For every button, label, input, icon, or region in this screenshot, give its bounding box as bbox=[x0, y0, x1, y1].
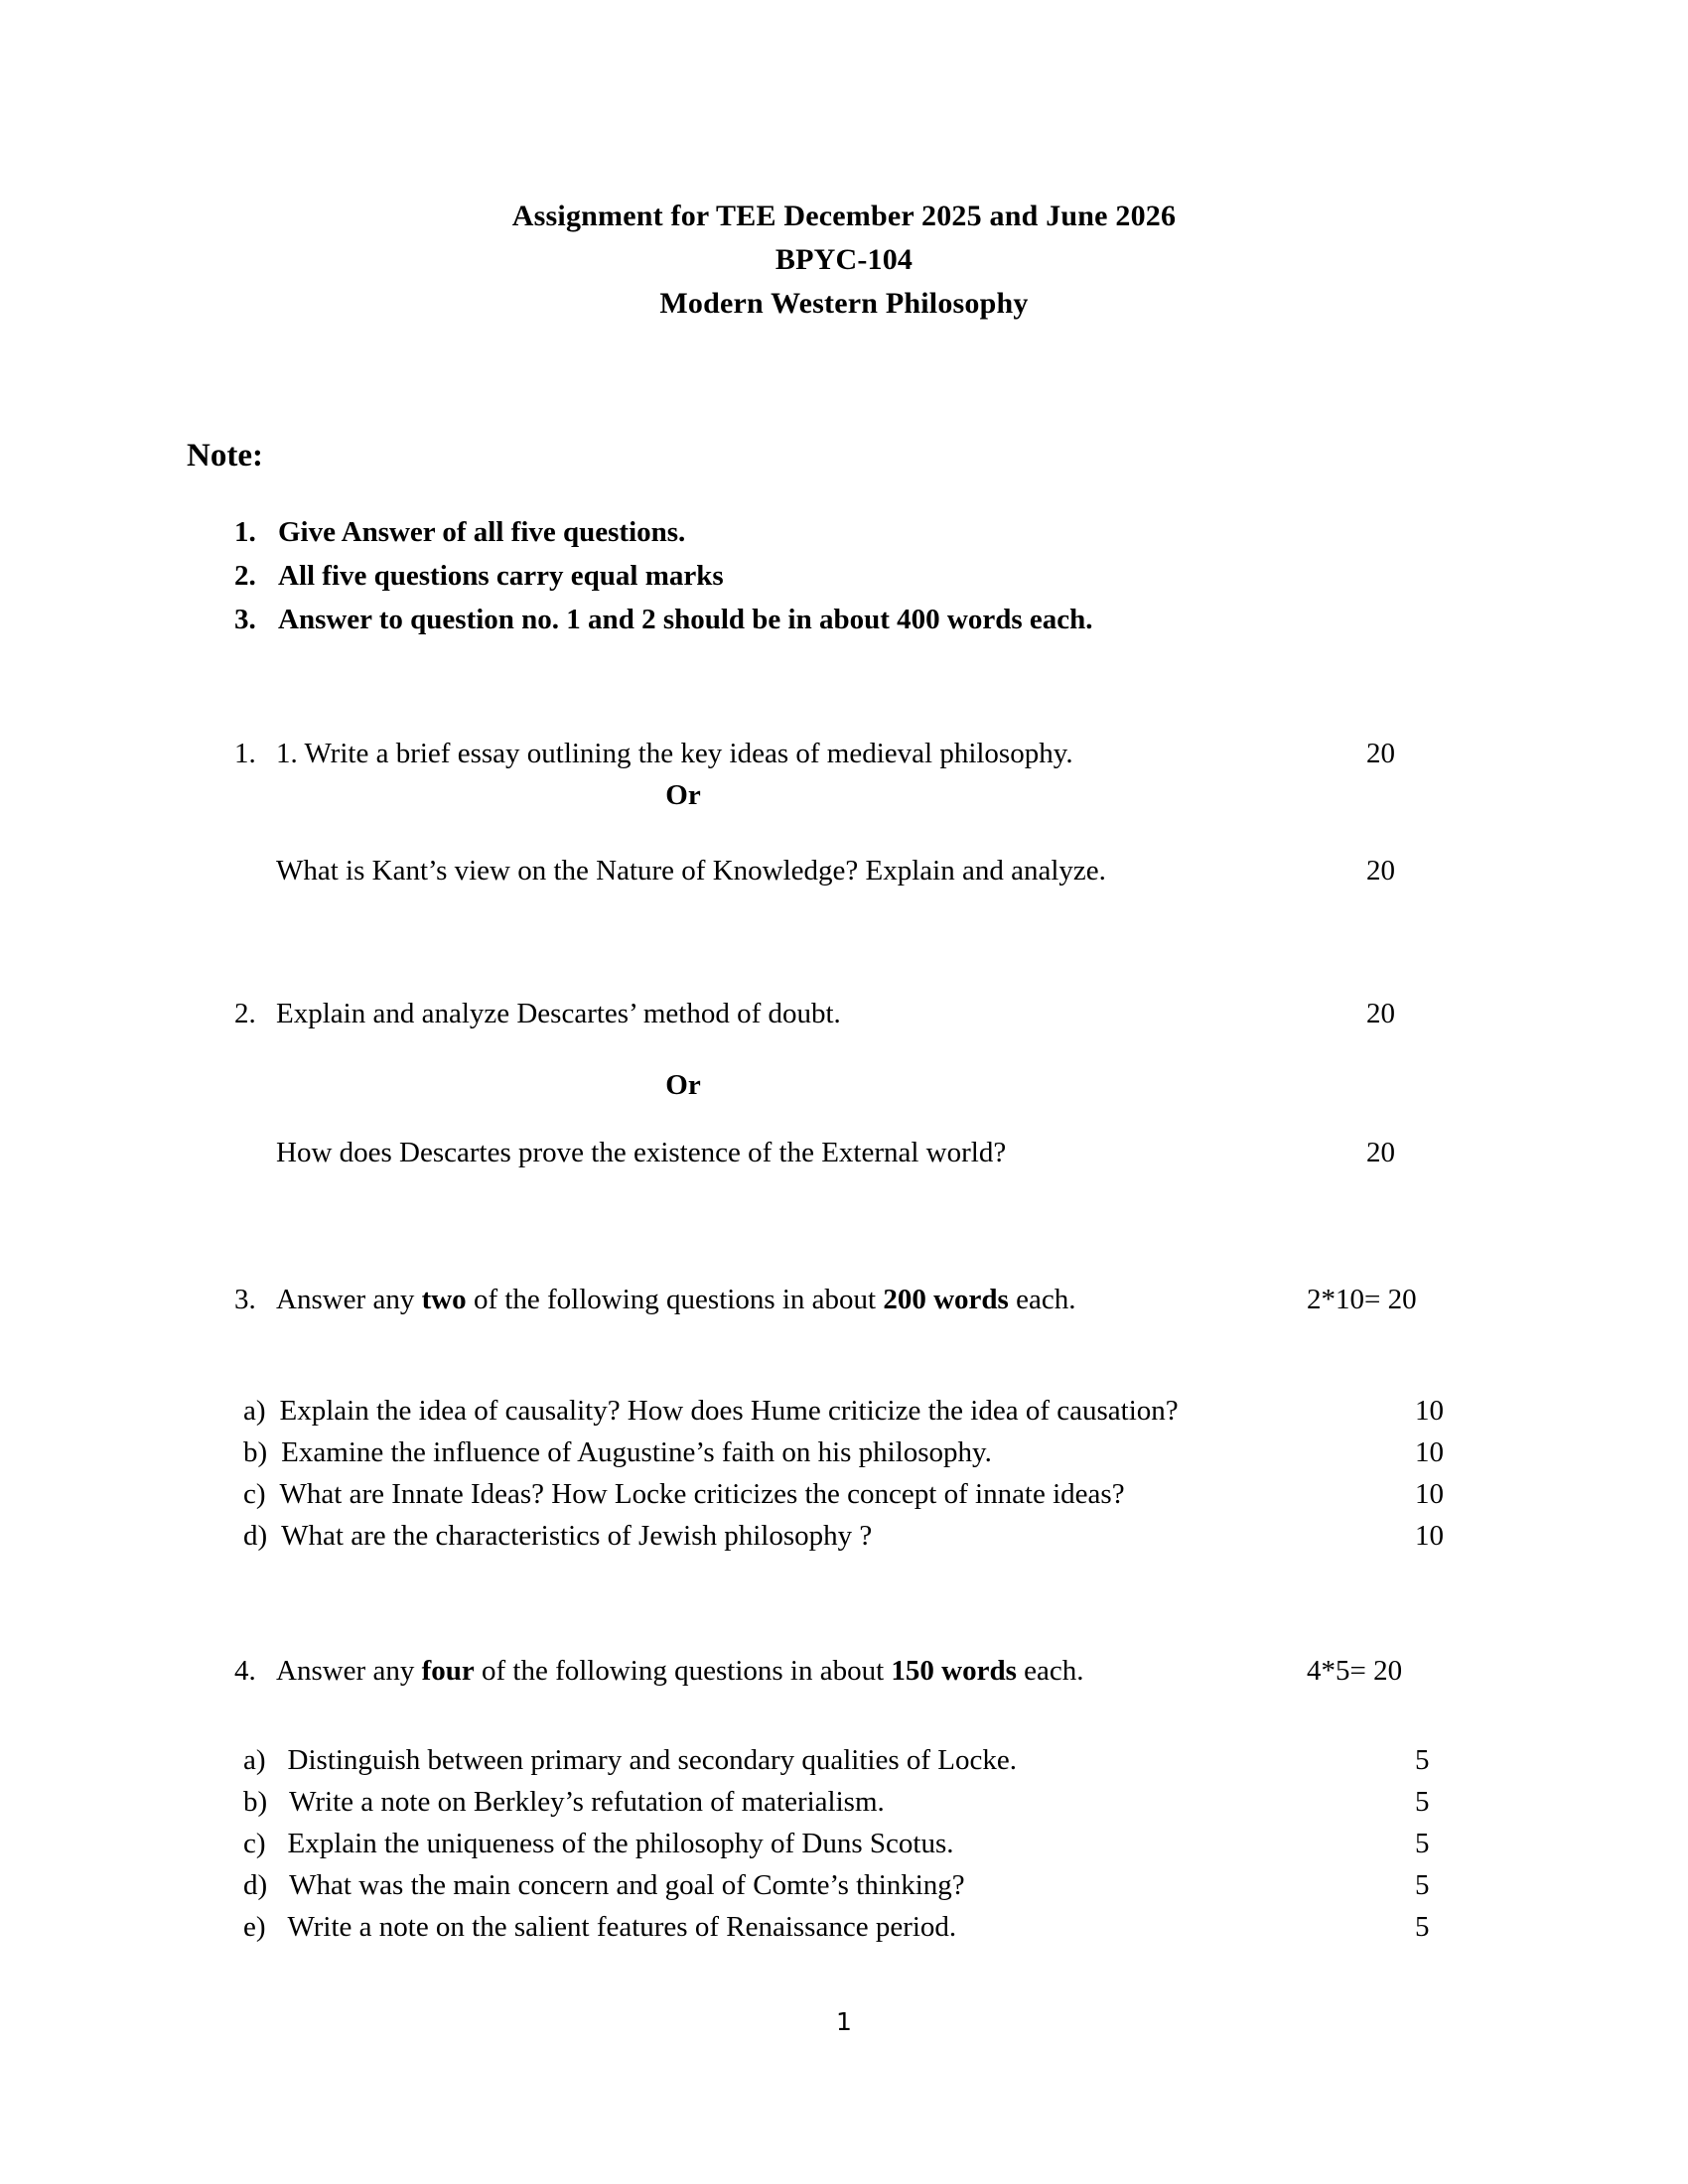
subitem-marks: 10 bbox=[1415, 1436, 1444, 1468]
note-item-text: All five questions carry equal marks bbox=[278, 560, 724, 592]
question-4-row bbox=[234, 1650, 1505, 1692]
course-code-line: BPYC-104 bbox=[774, 243, 914, 276]
question-4-block bbox=[234, 1650, 1505, 1692]
list-item bbox=[243, 1432, 1534, 1473]
list-item bbox=[243, 1781, 1534, 1823]
question-3-number: 3. bbox=[234, 1284, 256, 1315]
note-label: Note: bbox=[187, 438, 263, 474]
subitem-label: e) bbox=[243, 1911, 266, 1943]
question-4-marks: 4*5= 20 bbox=[1307, 1655, 1403, 1687]
question-4-emphasis-words: 150 words bbox=[891, 1655, 1017, 1687]
question-4-lead-c: each. bbox=[1016, 1655, 1084, 1687]
subitem-text: Explain the uniqueness of the philosophy of Duns Scotus. bbox=[287, 1828, 954, 1859]
subitem-text: Examine the influence of Augustine’s faith on his philosophy. bbox=[281, 1436, 992, 1468]
question-1-alternative-row bbox=[276, 850, 1505, 891]
subitem-text: Distinguish between primary and secondary qualities of Locke. bbox=[287, 1744, 1017, 1776]
list-item bbox=[243, 1473, 1534, 1515]
course-title-line: Modern Western Philosophy bbox=[659, 287, 1029, 320]
question-1-alternative-text: What is Kant’s view on the Nature of Knowledge? Explain and analyze. bbox=[276, 855, 1106, 887]
subitem-marks: 5 bbox=[1415, 1786, 1430, 1818]
question-1-alternative-marks: 20 bbox=[1366, 855, 1395, 887]
question-2-number: 2. bbox=[234, 998, 256, 1029]
subitem-marks: 5 bbox=[1415, 1744, 1430, 1776]
question-1-or-label: Or bbox=[665, 779, 701, 811]
subitem-label: b) bbox=[243, 1786, 268, 1818]
question-3-emphasis-words: 200 words bbox=[883, 1284, 1009, 1315]
subitem-text: What was the main concern and goal of Comte’s thinking? bbox=[289, 1869, 965, 1901]
list-item bbox=[243, 1390, 1534, 1432]
note-item-number: 2. bbox=[234, 560, 256, 592]
question-2-alternative-text: How does Descartes prove the existence of the External world? bbox=[276, 1137, 1007, 1168]
question-1-row bbox=[234, 733, 1505, 774]
note-item-number: 3. bbox=[234, 604, 256, 635]
subitem-text: Explain the idea of causality? How does Hume criticize the idea of causation? bbox=[279, 1395, 1179, 1427]
subitem-label: a) bbox=[243, 1395, 266, 1427]
subitem-label: c) bbox=[243, 1478, 266, 1510]
question-3-text bbox=[276, 1279, 1267, 1320]
subitem-marks: 5 bbox=[1415, 1869, 1430, 1901]
subitem-text: What are Innate Ideas? How Locke criticizes the concept of innate ideas? bbox=[279, 1478, 1125, 1510]
subitem-label: c) bbox=[243, 1828, 266, 1859]
question-3-lead-b: of the following questions in about bbox=[466, 1284, 884, 1315]
question-2-alternative-row bbox=[276, 1132, 1505, 1173]
note-item-text: Give Answer of all five questions. bbox=[278, 516, 686, 548]
question-1-block bbox=[234, 733, 1505, 816]
question-4-lead-a: Answer any bbox=[276, 1655, 422, 1687]
document-header bbox=[0, 195, 1688, 326]
note-item-number: 1. bbox=[234, 516, 256, 548]
note-list bbox=[234, 510, 1476, 641]
question-2-marks: 20 bbox=[1366, 998, 1395, 1029]
subitem-label: d) bbox=[243, 1869, 268, 1901]
subitem-marks: 10 bbox=[1415, 1478, 1444, 1510]
subitem-marks: 10 bbox=[1415, 1520, 1444, 1552]
question-4-text bbox=[276, 1650, 1267, 1692]
question-3-lead-c: each. bbox=[1008, 1284, 1076, 1315]
question-1-marks: 20 bbox=[1366, 738, 1395, 769]
list-item bbox=[243, 1739, 1534, 1781]
question-2-or-label: Or bbox=[665, 1069, 701, 1101]
question-4-emphasis-count: four bbox=[421, 1655, 475, 1687]
subitem-marks: 5 bbox=[1415, 1911, 1430, 1943]
question-4-lead-b: of the following questions in about bbox=[474, 1655, 892, 1687]
subitem-label: d) bbox=[243, 1520, 268, 1552]
list-item bbox=[243, 1864, 1534, 1906]
question-4-subitem-list bbox=[243, 1739, 1534, 1948]
subitem-marks: 10 bbox=[1415, 1395, 1444, 1427]
assignment-title-line-1: Assignment for TEE December 2025 and June 2026 bbox=[511, 200, 1177, 232]
subitem-label: b) bbox=[243, 1436, 268, 1468]
subitem-text: Write a note on the salient features of Renaissance period. bbox=[287, 1911, 957, 1943]
note-list-item bbox=[234, 554, 1476, 598]
question-2-alternative-block bbox=[234, 1132, 1505, 1173]
question-1-text: 1. Write a brief essay outlining the key ideas of medieval philosophy. bbox=[276, 738, 1073, 769]
question-3-subitem-list bbox=[243, 1390, 1534, 1557]
question-2-or-block bbox=[234, 1064, 1505, 1106]
question-3-marks: 2*10= 20 bbox=[1307, 1284, 1417, 1315]
list-item bbox=[243, 1823, 1534, 1864]
subitem-marks: 5 bbox=[1415, 1828, 1430, 1859]
question-3-block bbox=[234, 1279, 1505, 1320]
note-list-item bbox=[234, 510, 1476, 554]
question-1-number: 1. bbox=[234, 738, 256, 769]
question-3-row bbox=[234, 1279, 1505, 1320]
question-2-text: Explain and analyze Descartes’ method of doubt. bbox=[276, 998, 841, 1029]
subitem-text: Write a note on Berkley’s refutation of materialism. bbox=[289, 1786, 885, 1818]
note-list-item bbox=[234, 598, 1476, 641]
question-2-row bbox=[234, 993, 1505, 1034]
subitem-text: What are the characteristics of Jewish philosophy ? bbox=[281, 1520, 873, 1552]
question-2-alternative-marks: 20 bbox=[1366, 1137, 1395, 1168]
question-3-emphasis-count: two bbox=[421, 1284, 467, 1315]
list-item bbox=[243, 1515, 1534, 1557]
question-4-number: 4. bbox=[234, 1655, 256, 1687]
subitem-label: a) bbox=[243, 1744, 266, 1776]
list-item bbox=[243, 1906, 1534, 1948]
question-1-alternative-block bbox=[234, 850, 1505, 891]
question-2-block bbox=[234, 993, 1505, 1034]
question-3-lead-a: Answer any bbox=[276, 1284, 422, 1315]
note-item-text: Answer to question no. 1 and 2 should be in about 400 words each. bbox=[278, 604, 1093, 635]
page-number: 1 bbox=[836, 2007, 852, 2036]
